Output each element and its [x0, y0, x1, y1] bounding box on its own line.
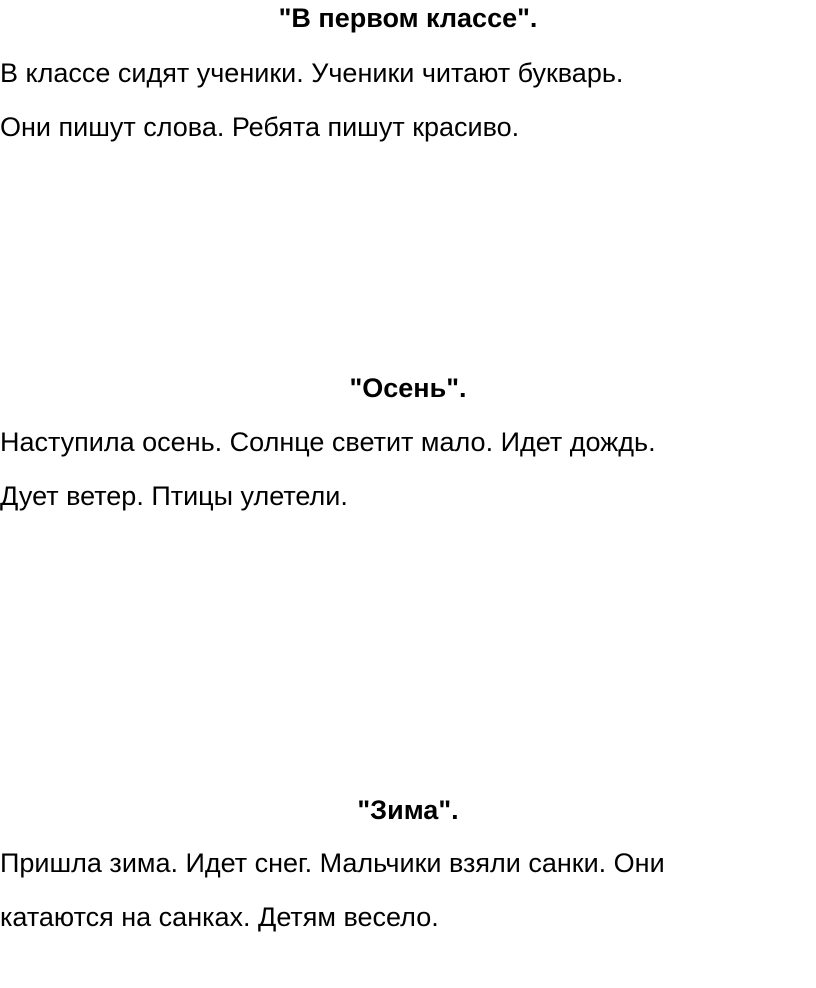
paragraph-line: Они пишут слова. Ребята пишут красиво. [0, 112, 520, 142]
paragraph-line: В классе сидят ученики. Ученики читают букварь. [0, 58, 624, 88]
paragraph-line: Пришла зима. Идет снег. Мальчики взяли санки. Они [0, 848, 665, 878]
section-title-winter: "Зима". [357, 795, 459, 825]
section-title-first-class: "В первом классе". [278, 3, 538, 33]
paragraph-line: Наступила осень. Солнце светит мало. Идет дождь. [0, 427, 656, 457]
section-title-autumn: "Осень". [349, 373, 467, 403]
paragraph-line: Дует ветер. Птицы улетели. [0, 481, 348, 511]
paragraph-line: катаются на санках. Детям весело. [0, 902, 439, 932]
